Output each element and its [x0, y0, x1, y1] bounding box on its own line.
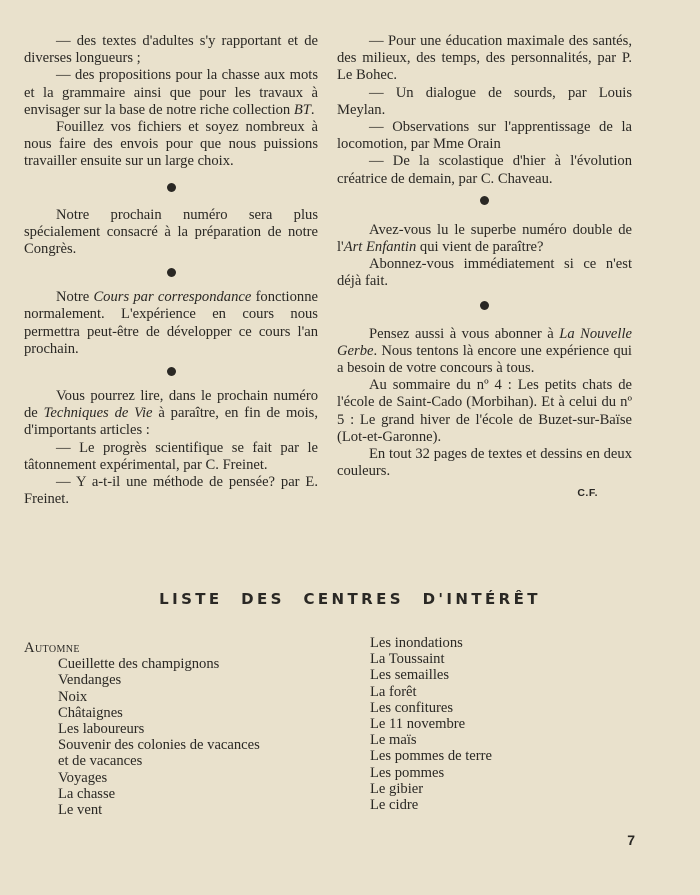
list-item: Noix [58, 688, 88, 705]
list-item: La Toussaint [370, 651, 445, 668]
list-item: Châtaignes [58, 704, 123, 721]
paragraph: Pensez aussi à vous abonner à La Nouvelle Gerbe. Nous tentons là encore une expérience qui a besoin de votre concours à tous. [337, 325, 632, 377]
list-item: Les semailles [370, 667, 450, 684]
list-item: Le cidre [370, 797, 419, 814]
list-item: La chasse [58, 785, 116, 802]
page-number: 7 [627, 832, 635, 848]
paragraph: Fouillez vos fichiers et soyez nombreux à nous faire des envois pour que nous puissions travailler ensuite sur un large choix. [24, 119, 318, 170]
list-item: Les pommes de terre [370, 748, 492, 765]
paragraph: — Un dialogue de sourds, par Louis Meylan. [337, 84, 632, 118]
paragraph: — Observations sur l'apprentissage de la locomotion, par Mme Orain [337, 119, 632, 153]
list-heading: Automne [24, 640, 80, 656]
paragraph: Avez-vous lu le superbe numéro double de l'Art Enfantin qui vient de paraître? [337, 221, 632, 256]
interest-list-right [370, 635, 492, 813]
list-item: Voyages [58, 769, 108, 786]
list-item: Les confitures [370, 699, 454, 716]
list-item: Les pommes [370, 764, 445, 781]
list-item: Le vent [58, 802, 103, 819]
paragraph: Abonnez-vous immédiatement si ce n'est déjà fait. [337, 256, 632, 290]
signature: C.F. [577, 487, 598, 500]
list-item: La forêt [370, 683, 417, 700]
paragraph: Vous pourrez lire, dans le prochain numéro de Techniques de Vie à paraître, en fin de mois, d'importants articles : [24, 388, 318, 439]
paragraph: — des propositions pour la chasse aux mots et la grammaire ainsi que pour les travaux à envisager sur la base de notre riche collection BT. [24, 67, 318, 118]
paragraph: — des textes d'adultes s'y rapportant et de diverses longueurs ; [24, 33, 318, 67]
paragraph: Notre Cours par correspondance fonctionne normalement. L'expérience en cours nous permettra peut-être de développer ce cours l'an prochain. [24, 289, 318, 357]
paragraph: Notre prochain numéro sera plus spécialement consacré à la préparation de notre Congrès. [24, 206, 318, 258]
list-item: Les laboureurs [58, 721, 145, 738]
section-title: LISTE DES CENTRES D'INTÉRÊT [159, 590, 541, 608]
left-column [24, 33, 318, 508]
list-item: Le 11 novembre [370, 716, 466, 733]
list-item: Souvenir des colonies de vacances [58, 737, 260, 754]
paragraph: — Y a-t-il une méthode de pensée? par E. Freinet. [24, 474, 318, 508]
paragraph: — Pour une éducation maximale des santés, des milieux, des temps, des personnalités, par P. Le Bohec. [337, 33, 632, 84]
bullet-separator [167, 183, 176, 192]
list-item: Les inondations [370, 635, 463, 651]
list-item: Le gibier [370, 780, 424, 797]
right-column [337, 33, 632, 503]
interest-list-left [24, 640, 260, 818]
paragraph: — Le progrès scientifique se fait par le tâtonnement expérimental, par C. Freinet. [24, 439, 318, 473]
list-item: et de vacances [58, 753, 143, 770]
list-item: Le maïs [370, 732, 417, 749]
bullet-separator [167, 367, 176, 376]
paragraph: Au sommaire du nº 4 : Les petits chats de l'école de Saint-Cado (Morbihan). Et à celui du nº 5 : Le grand hiver de l'école de Buzet-sur-Baïse (Lot-et-Garonne). [337, 377, 632, 445]
paragraph: En tout 32 pages de textes et dessins en deux couleurs. [337, 446, 632, 480]
list-item: Vendanges [58, 672, 122, 689]
bullet-separator [167, 268, 176, 277]
paragraph: — De la scolastique d'hier à l'évolution créatrice de demain, par C. Chaveau. [337, 153, 632, 187]
list-item: Cueillette des champignons [58, 656, 220, 673]
bullet-separator [480, 196, 489, 205]
bullet-separator [480, 301, 489, 310]
